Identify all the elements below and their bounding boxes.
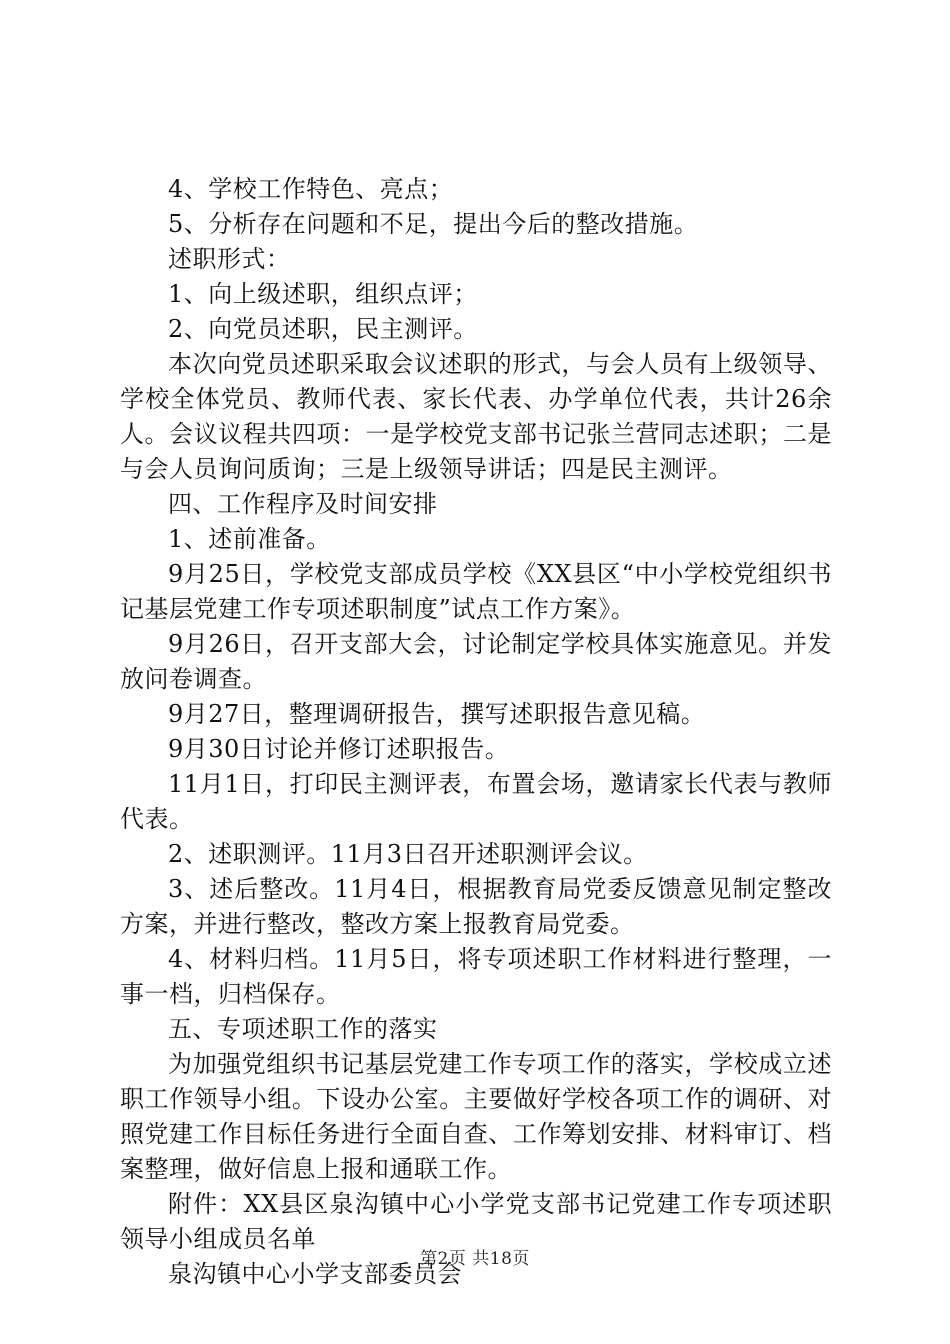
paragraph: 述职形式： bbox=[168, 245, 291, 273]
page-footer: 第2页 共18页 bbox=[420, 1249, 530, 1269]
paragraph: 2、向党员述职，民主测评。 bbox=[168, 315, 478, 343]
paragraph: 9月26日，召开支部大会，讨论制定学校具体实施意见。并发放问卷调查。 bbox=[120, 630, 832, 693]
paragraph: 3、述后整改。11月4日，根据教育局党委反馈意见制定整改方案，并进行整改，整改方案上报教育局党委。 bbox=[120, 875, 832, 938]
signature-line: 泉沟镇中心小学支部委员会 bbox=[168, 1260, 462, 1288]
paragraph: 1、向上级述职，组织点评； bbox=[168, 280, 478, 308]
paragraph: 5、分析存在问题和不足，提出今后的整改措施。 bbox=[168, 210, 699, 238]
paragraph: 4、学校工作特色、亮点； bbox=[168, 175, 454, 203]
attachment-note: 附件：XX县区泉沟镇中心小学党支部书记党建工作专项述职领导小组成员名单 bbox=[120, 1190, 832, 1253]
paragraph: 9月25日，学校党支部成员学校《XX县区“中小学校党组织书记基层党建工作专项述职制度”试点工作方案》。 bbox=[120, 560, 832, 623]
paragraph: 4、材料归档。11月5日，将专项述职工作材料进行整理，一事一档，归档保存。 bbox=[120, 945, 832, 1008]
paragraph: 本次向党员述职采取会议述职的形式，与会人员有上级领导、学校全体党员、教师代表、家长代表、办学单位代表，共计26余人。会议议程共四项：一是学校党支部书记张兰营同志述职；二是与会人员询问质询；三是上级领导讲话；四是民主测评。 bbox=[120, 350, 832, 483]
section-heading: 四、工作程序及时间安排 bbox=[168, 490, 438, 518]
paragraph: 1、述前准备。 bbox=[168, 525, 331, 553]
document-body bbox=[120, 172, 832, 1292]
paragraph: 11月1日，打印民主测评表，布置会场，邀请家长代表与教师代表。 bbox=[120, 770, 832, 833]
paragraph: 2、述职测评。11月3日召开述职测评会议。 bbox=[168, 840, 648, 868]
paragraph: 9月27日，整理调研报告，撰写述职报告意见稿。 bbox=[168, 700, 706, 728]
section-heading: 五、专项述职工作的落实 bbox=[168, 1015, 438, 1043]
paragraph: 为加强党组织书记基层党建工作专项工作的落实，学校成立述职工作领导小组。下设办公室。主要做好学校各项工作的调研、对照党建工作目标任务进行全面自查、工作筹划安排、材料审订、档案整理，做好信息上报和通联工作。 bbox=[120, 1050, 832, 1183]
paragraph: 9月30日讨论并修订述职报告。 bbox=[168, 735, 510, 763]
